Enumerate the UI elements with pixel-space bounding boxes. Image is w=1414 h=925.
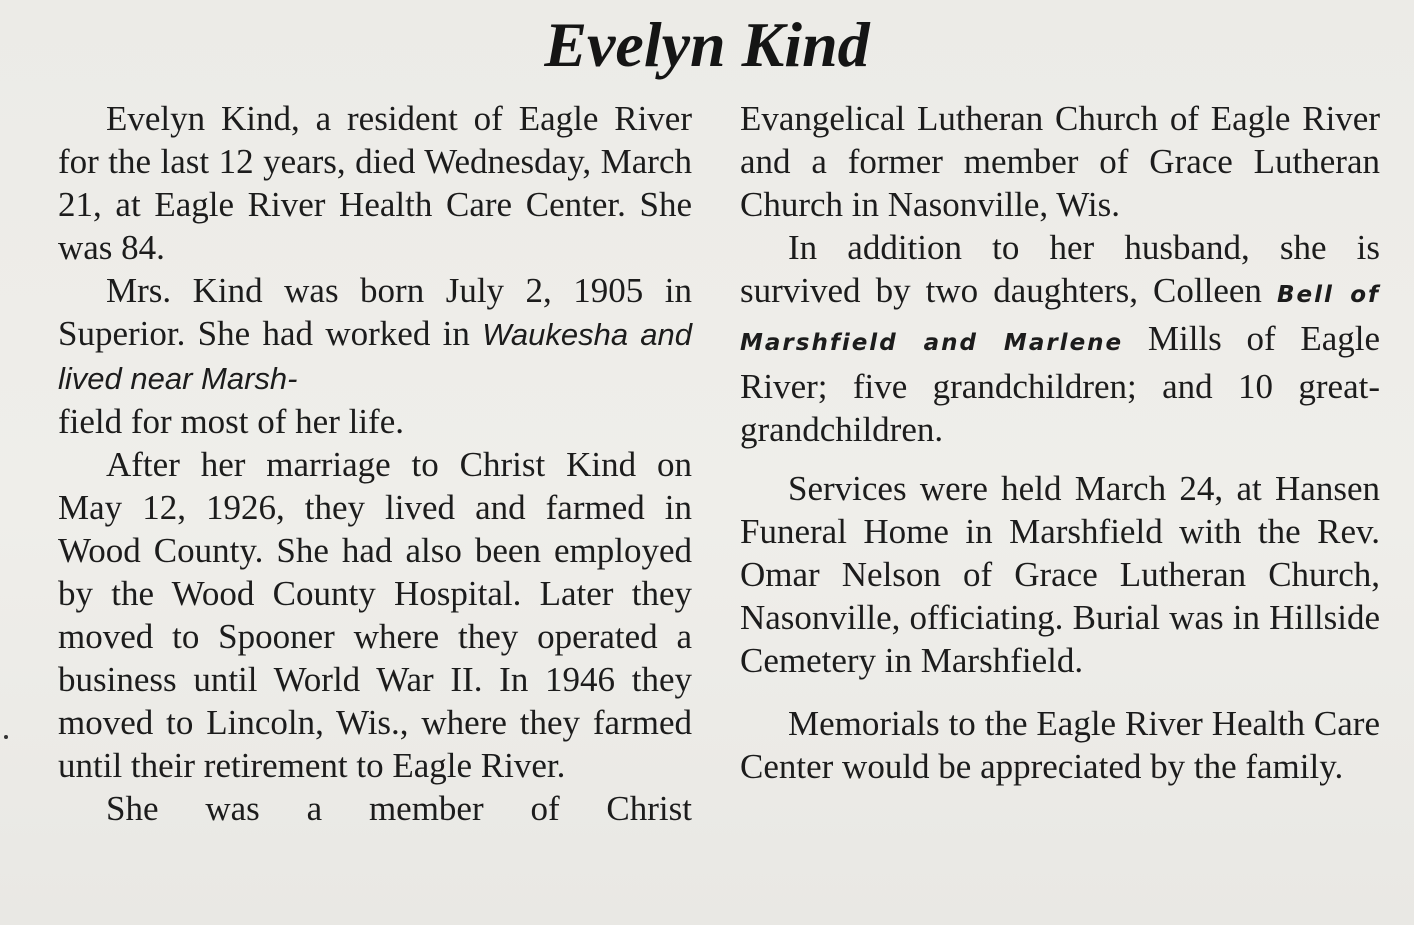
paragraph-memorials: Memorials to the Eagle River Health Care Center would be appreciated by the family.: [740, 704, 1380, 786]
print-speck: [4, 735, 8, 739]
paragraph-marriage: After her marriage to Christ Kind on May 12, 1926, they lived and farmed in Wood County. She had also been employed by the Wood County Hospital. Later they moved to Spooner where they operated a business until World War II. In 1946 they moved to Lincoln, Wis., where they farmed until their retirement to Eagle River.: [58, 445, 692, 785]
birth-text: Mrs. Kind was born July 2, 1905 in Superior. She had worked in: [58, 271, 692, 353]
paragraph-birth: [58, 269, 692, 443]
paragraph-membership-end: Evangelical Lutheran Church of Eagle River and a former member of Grace Lutheran Church in Nasonville, Wis.: [740, 99, 1380, 224]
survivors-text-italic: Bell of Marshfield and Marlene: [740, 282, 1381, 356]
paragraph-residence: Evelyn Kind, a resident of Eagle River for the last 12 years, died Wednesday, March 21, at Eagle River Health Care Center. She was 84.: [58, 99, 692, 267]
paragraph-membership-start: She was a member of Christ: [106, 789, 692, 828]
survivors-text: In addition to her husband, she is survived by two daughters, Colleen: [740, 228, 1380, 310]
survivors-text-end: Mills of Eagle River; five grandchildren; and 10 great-grandchildren.: [740, 319, 1380, 449]
birth-text-end: field for most of her life.: [58, 402, 405, 441]
right-column: [740, 97, 1380, 788]
paragraph-services: Services were held March 24, at Hansen Funeral Home in Marshfield with the Rev. Omar Nelson of Grace Lutheran Church, Nasonville, officiating. Burial was in Hillside Cemetery in Marshfield.: [740, 469, 1380, 680]
paragraph-survivors: [740, 226, 1380, 451]
birth-text-italic: Waukesha and lived near Marsh-: [58, 317, 692, 396]
left-column: [58, 97, 692, 830]
obituary-headline: Evelyn Kind: [544, 9, 870, 80]
